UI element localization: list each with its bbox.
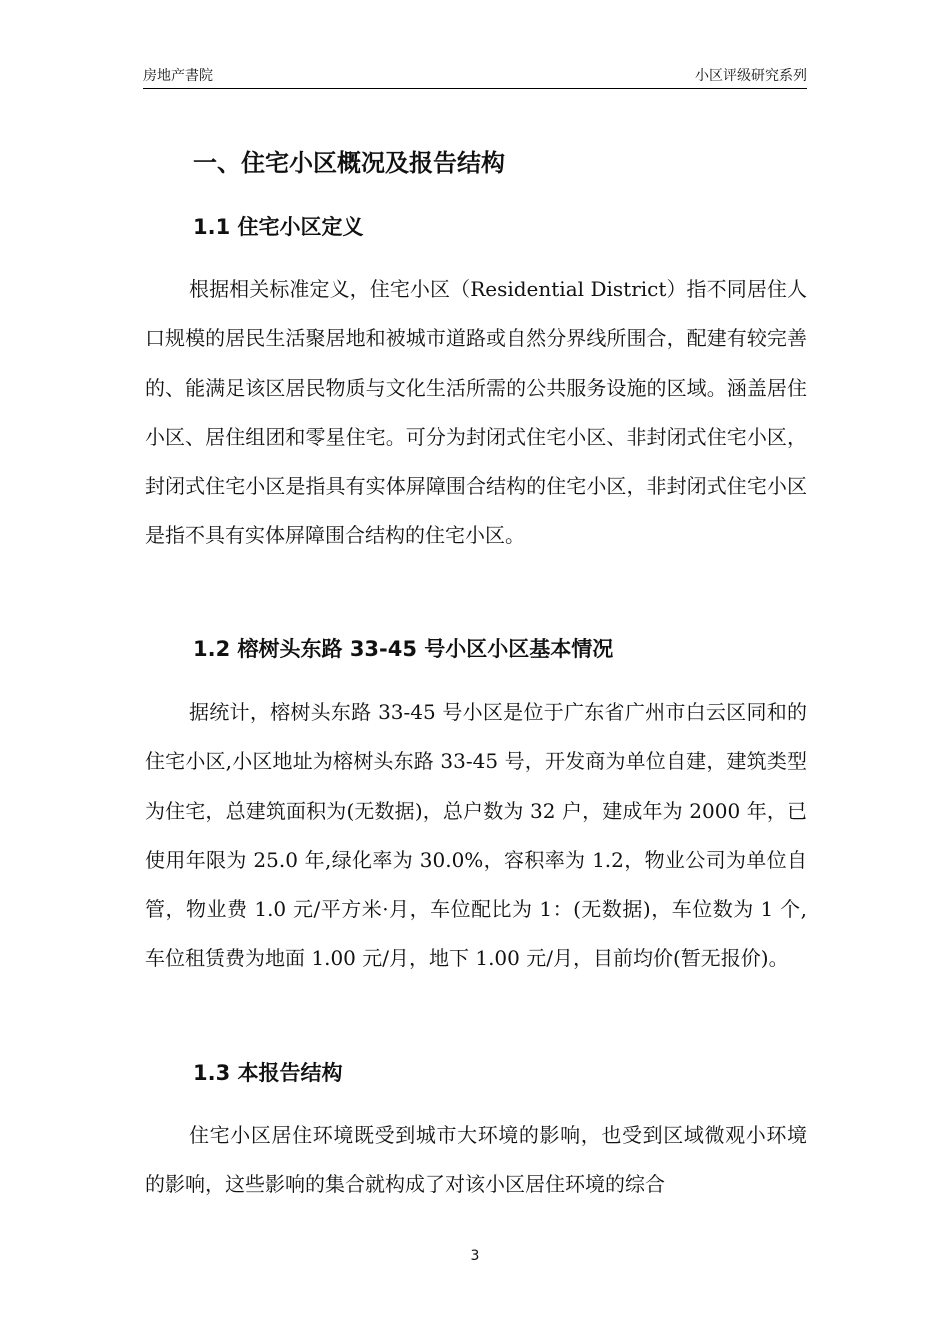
section-title-1-2: 1.2 榕树头东路 33-45 号小区小区基本情况 bbox=[193, 637, 614, 661]
section-paragraph-1-3: 住宅小区居住环境既受到城市大环境的影响，也受到区域微观小环境的影响，这些影响的集合就构成了对该小区居住环境的综合 bbox=[145, 1123, 807, 1197]
page-header bbox=[143, 66, 807, 89]
section-title-1-3: 1.3 本报告结构 bbox=[193, 1061, 343, 1085]
section-paragraph-1-2: 据统计，榕树头东路 33-45 号小区是位于广东省广州市白云区同和的住宅小区,小区地址为榕树头东路 33-45 号，开发商为单位自建，建筑类型为住宅，总建筑面积为(无数据)，总户数为 32 户，建成年为 2000 年，已使用年限为 25.0 年,绿化率为 30.0%，容积率为 1.2，物业公司为单位自管，物业费 1.0 元/平方米·月，车位配比为 1：(无数据)，车位数为 1 个,车位租赁费为地面 1.00 元/月，地下 1.00 元/月，目前均价(暂无报价)。 bbox=[145, 700, 807, 971]
page-number: 3 bbox=[470, 1248, 480, 1264]
chapter-title: 一、住宅小区概况及报告结构 bbox=[193, 149, 505, 177]
section-paragraph-1-1: 根据相关标准定义，住宅小区（Residential District）指不同居住人口规模的居民生活聚居地和被城市道路或自然分界线所围合，配建有较完善的、能满足该区居民物质与文化生活所需的公共服务设施的区域。涵盖居住小区、居住组团和零星住宅。可分为封闭式住宅小区、非封闭式住宅小区，封闭式住宅小区是指具有实体屏障围合结构的住宅小区，非封闭式住宅小区是指不具有实体屏障围合结构的住宅小区。 bbox=[145, 277, 807, 548]
header-publisher: 房地产書院 bbox=[143, 68, 213, 84]
header-series-title: 小区评级研究系列 bbox=[695, 68, 807, 84]
section-title-1-1: 1.1 住宅小区定义 bbox=[193, 215, 364, 239]
